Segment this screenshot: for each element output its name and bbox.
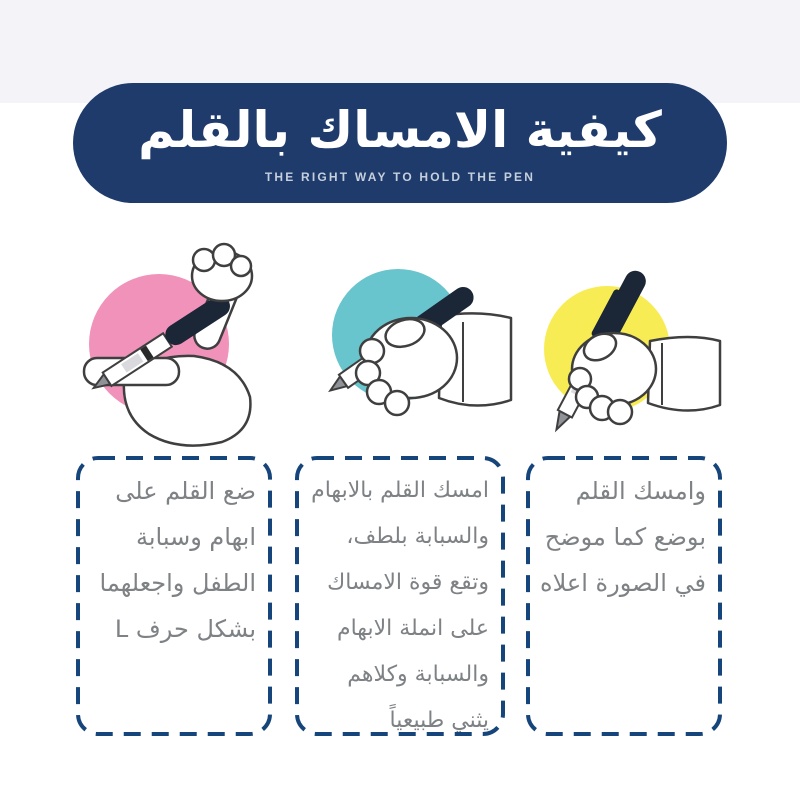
instruction-line: في الصورة اعلاه: [540, 569, 706, 597]
instruction-box-place-pen: [76, 456, 272, 736]
step-figure-gripping-pen: [293, 230, 513, 450]
page-subtitle: THE RIGHT WAY TO HOLD THE PEN: [264, 169, 536, 184]
instruction-box-grip-pen: [295, 456, 505, 736]
instruction-line: امسك القلم بالابهام: [311, 478, 489, 503]
instruction-line: على انملة الابهام: [336, 616, 489, 641]
instruction-line: يثني طبيعياً: [389, 708, 489, 733]
step-figure-placing-pen: [54, 232, 274, 452]
title-banner: [73, 83, 727, 203]
page-title: كيفية الامساك بالقلم: [138, 100, 662, 159]
instruction-line: وتقع قوة الامساك: [327, 570, 489, 595]
instruction-line: والسبابة وكلاهم: [347, 662, 489, 687]
guiding-hand-illustration: [192, 244, 252, 301]
instruction-line: ضع القلم على: [115, 477, 256, 505]
instruction-box-hold-pen: [526, 456, 722, 736]
instruction-line: الطفل واجعلهما: [99, 569, 256, 597]
instruction-line: بوضع كما موضح: [544, 523, 706, 551]
instruction-line: بشكل حرف L: [114, 615, 256, 643]
instruction-line: والسبابة بلطف،: [346, 524, 489, 549]
arm: [648, 337, 720, 411]
instruction-line: وامسك القلم: [575, 477, 706, 505]
instruction-line: ابهام وسبابة: [135, 523, 256, 551]
step-figure-writing-pen: [502, 237, 722, 457]
